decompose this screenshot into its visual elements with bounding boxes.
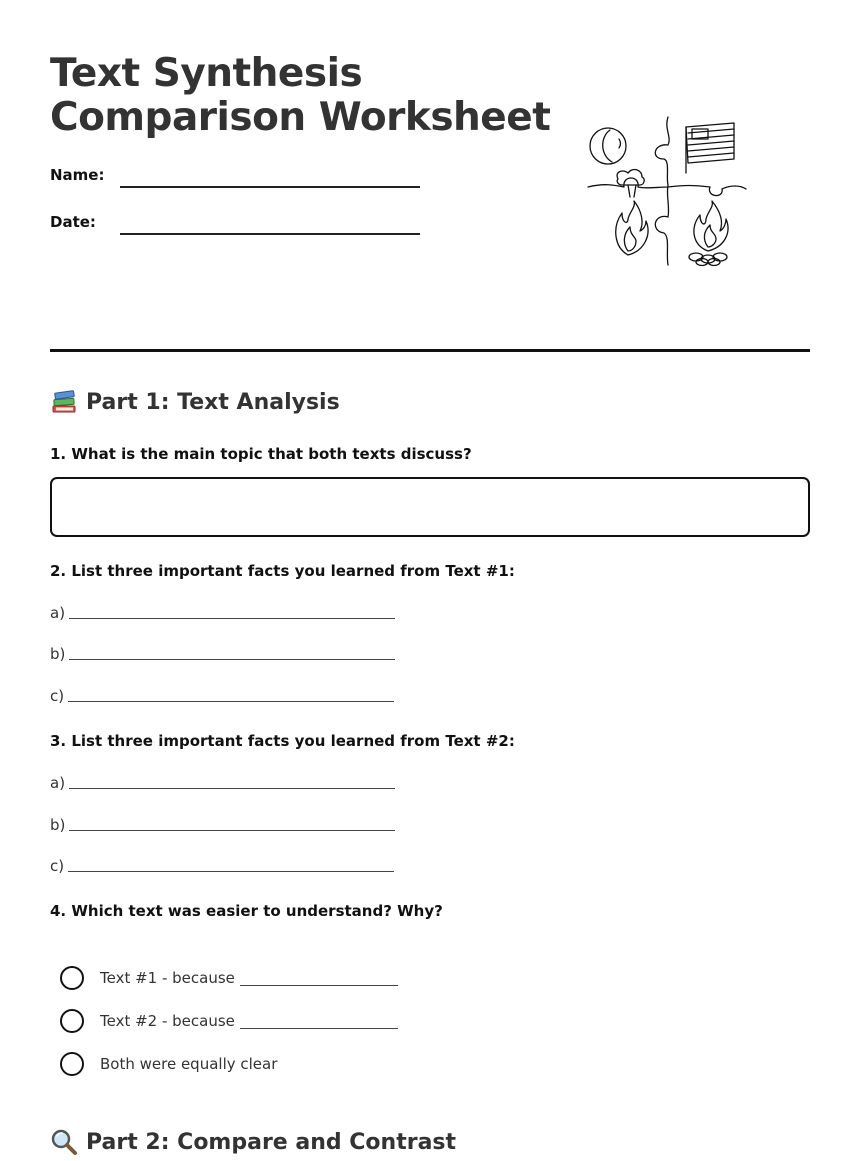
answer-line bbox=[69, 830, 395, 831]
q3-item-label: b) bbox=[50, 816, 66, 834]
books-icon bbox=[50, 388, 78, 416]
question-1-answer-box[interactable] bbox=[50, 477, 810, 537]
q3-item-label: a) bbox=[50, 774, 66, 792]
q3-answer-b[interactable] bbox=[50, 816, 395, 834]
title-line-2: Comparison Worksheet bbox=[50, 95, 551, 140]
q2-answer-a[interactable] bbox=[50, 604, 395, 622]
date-field-line[interactable] bbox=[120, 233, 420, 235]
name-label: Name: bbox=[50, 166, 105, 184]
part1-heading-text: Part 1: Text Analysis bbox=[86, 389, 340, 415]
option-label: Text #1 - because bbox=[100, 969, 235, 987]
question-1: 1. What is the main topic that both texts discuss? bbox=[50, 445, 472, 463]
question-3: 3. List three important facts you learned from Text #2: bbox=[50, 732, 515, 750]
option-label: Both were equally clear bbox=[100, 1055, 278, 1073]
date-label: Date: bbox=[50, 213, 96, 231]
part2-heading-text: Part 2: Compare and Contrast bbox=[86, 1129, 457, 1155]
question-2: 2. List three important facts you learned from Text #1: bbox=[50, 562, 515, 580]
q3-item-label: c) bbox=[50, 857, 65, 875]
title-line-1: Text Synthesis bbox=[50, 51, 363, 96]
q2-answer-b[interactable] bbox=[50, 645, 395, 663]
puzzle-illustration-icon bbox=[584, 115, 750, 269]
magnifying-glass-icon bbox=[50, 1128, 78, 1156]
answer-line bbox=[68, 701, 394, 702]
answer-line bbox=[68, 871, 394, 872]
radio-button[interactable] bbox=[60, 966, 84, 990]
q4-option-text1[interactable] bbox=[60, 966, 398, 990]
radio-button[interactable] bbox=[60, 1009, 84, 1033]
radio-button[interactable] bbox=[60, 1052, 84, 1076]
worksheet-title bbox=[50, 52, 550, 140]
answer-line bbox=[69, 618, 395, 619]
answer-line bbox=[69, 659, 395, 660]
q2-item-label: c) bbox=[50, 687, 65, 705]
q3-answer-c[interactable] bbox=[50, 857, 394, 875]
q4-option-both[interactable] bbox=[60, 1052, 277, 1076]
q2-item-label: b) bbox=[50, 645, 66, 663]
section-divider bbox=[50, 349, 810, 352]
answer-line bbox=[240, 985, 398, 986]
option-label: Text #2 - because bbox=[100, 1012, 235, 1030]
q2-answer-c[interactable] bbox=[50, 687, 394, 705]
q4-option-text2[interactable] bbox=[60, 1009, 398, 1033]
answer-line bbox=[69, 788, 395, 789]
q3-answer-a[interactable] bbox=[50, 774, 395, 792]
name-field-line[interactable] bbox=[120, 186, 420, 188]
question-4: 4. Which text was easier to understand? Why? bbox=[50, 902, 443, 920]
part1-heading bbox=[50, 388, 340, 416]
q2-item-label: a) bbox=[50, 604, 66, 622]
part2-heading bbox=[50, 1128, 456, 1156]
answer-line bbox=[240, 1028, 398, 1029]
